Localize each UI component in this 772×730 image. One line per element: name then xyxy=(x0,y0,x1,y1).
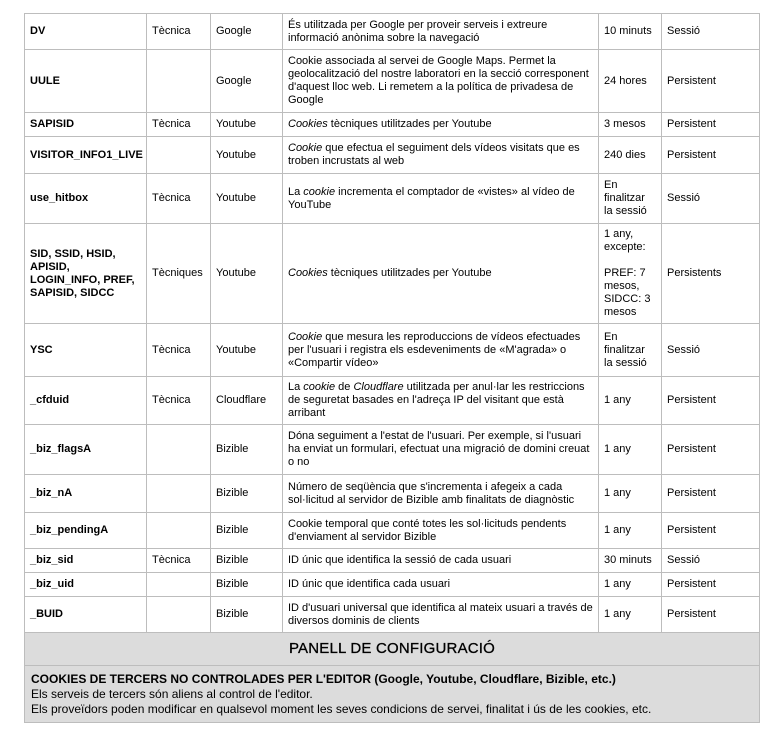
cookie-name-cell: UULE xyxy=(25,50,147,113)
cookie-type-cell: Tècnica xyxy=(147,113,211,137)
cookie-name-cell: SAPISID xyxy=(25,113,147,137)
cookie-type-cell: Tècnica xyxy=(147,377,211,425)
cookie-type-cell: Tècnica xyxy=(147,324,211,377)
cookie-duration-cell: 10 minuts xyxy=(599,14,662,50)
cookie-persistence-cell: Persistent xyxy=(662,597,760,633)
cookie-persistence-cell: Persistent xyxy=(662,377,760,425)
table-row xyxy=(25,425,760,475)
description-fragment: que mesura les reproduccions de vídeos efectuades per l'usuari i registra els esdeveniments de «M'agrada» o «Compartir vídeo» xyxy=(288,330,581,369)
cookie-description-cell xyxy=(283,174,599,224)
description-fragment: incrementa el comptador de «vistes» al vídeo de YouTube xyxy=(288,185,575,211)
cookie-duration-cell: 240 dies xyxy=(599,137,662,174)
description-fragment: Cookies xyxy=(288,118,328,130)
table-row xyxy=(25,377,760,425)
cookie-name-cell: _biz_pendingA xyxy=(25,513,147,549)
description-fragment: ID d'usuari universal que identifica al mateix usuari a través de diversos dominis de clients xyxy=(288,601,593,627)
description-fragment: cookie xyxy=(303,185,336,198)
third-party-cookies-heading: COOKIES DE TERCERS NO CONTROLADES PER L'EDITOR (Google, Youtube, Cloudflare, Bizible, etc.) xyxy=(31,672,616,686)
cookie-provider-cell: Bizible xyxy=(211,513,283,549)
description-fragment: que efectua el seguiment dels vídeos visitats que es troben incrustats al web xyxy=(288,142,580,167)
cookie-provider-cell: Bizible xyxy=(211,597,283,633)
cookie-provider-cell: Youtube xyxy=(211,137,283,174)
cookie-provider-cell: Cloudflare xyxy=(211,377,283,425)
cookie-provider-cell: Google xyxy=(211,14,283,50)
table-row xyxy=(25,573,760,597)
cookie-persistence-cell: Sessió xyxy=(662,174,760,224)
config-panel-title-text: PANELL DE CONFIGURACIÓ xyxy=(288,640,496,657)
cookie-duration-cell: 1 any xyxy=(599,513,662,549)
description-fragment: La xyxy=(288,185,304,198)
description-fragment: tècniques utilitzades per Youtube xyxy=(327,118,492,130)
cookie-name-cell: YSC xyxy=(25,324,147,377)
cookie-duration-cell: 1 any xyxy=(599,573,662,597)
cookie-description-cell xyxy=(283,549,599,573)
cookie-duration-cell: 24 hores xyxy=(599,50,662,113)
table-row xyxy=(25,513,760,549)
description-fragment: utilitzada per anul·lar les restriccions de seguretat basades en l'adreça IP del visitant que està arribant xyxy=(288,381,585,419)
description-fragment: cookie xyxy=(303,381,336,393)
cookie-duration-cell: 30 minuts xyxy=(599,549,662,573)
cookie-persistence-cell: Sessió xyxy=(662,324,760,377)
description-fragment: Cookie xyxy=(288,330,323,343)
cookie-type-cell xyxy=(147,50,211,113)
cookie-name-cell: VISITOR_INFO1_LIVE xyxy=(25,137,147,174)
cookie-duration-cell: 1 any xyxy=(599,597,662,633)
config-panel xyxy=(24,632,760,723)
table-row xyxy=(25,113,760,137)
description-fragment: Cookies xyxy=(288,267,328,279)
cookie-name-cell: SID, SSID, HSID, APISID, LOGIN_INFO, PREF, SAPISID, SIDCC xyxy=(25,224,147,324)
description-fragment: La xyxy=(288,381,304,393)
cookie-persistence-cell: Persistents xyxy=(662,224,760,324)
cookie-description-cell xyxy=(283,377,599,425)
cookie-type-cell xyxy=(147,513,211,549)
table-row xyxy=(25,137,760,174)
cookie-description-cell xyxy=(283,475,599,513)
cookie-type-cell: Tècnica xyxy=(147,174,211,224)
config-panel-line: Els proveïdors poden modificar en qualsevol moment les seves condicions de servei, finalitat i ús de les cookies, etc. xyxy=(31,702,652,716)
cookie-description-cell xyxy=(283,14,599,50)
cookie-description-cell xyxy=(283,573,599,597)
cookie-name-cell: _cfduid xyxy=(25,377,147,425)
cookie-name-cell: use_hitbox xyxy=(25,174,147,224)
cookie-duration-cell: 3 mesos xyxy=(599,113,662,137)
description-fragment: Cookie temporal que conté totes les sol·licituds pendents d'enviament al servidor Bizible xyxy=(288,517,567,543)
cookie-type-cell xyxy=(147,573,211,597)
cookie-duration-cell: En finalitzar la sessió xyxy=(599,174,662,224)
cookie-duration-cell: En finalitzar la sessió xyxy=(599,324,662,377)
cookie-persistence-cell: Persistent xyxy=(662,50,760,113)
description-fragment: Cookie xyxy=(288,142,323,154)
table-row xyxy=(25,14,760,50)
cookie-type-cell xyxy=(147,137,211,174)
description-fragment: Cloudflare xyxy=(353,381,404,393)
table-row xyxy=(25,549,760,573)
cookie-name-cell: DV xyxy=(25,14,147,50)
description-fragment: Número de seqüència que s'incrementa i afegeix a cada sol·licitud al servidor de Bizible amb finalitats de diagnòstic xyxy=(288,480,575,506)
cookie-persistence-cell: Persistent xyxy=(662,113,760,137)
cookie-provider-cell: Bizible xyxy=(211,425,283,475)
description-fragment: ID únic que identifica la sessió de cada usuari xyxy=(288,554,512,566)
cookie-persistence-cell: Persistent xyxy=(662,513,760,549)
cookie-persistence-cell: Persistent xyxy=(662,573,760,597)
cookie-type-cell: Tècnica xyxy=(147,549,211,573)
cookie-name-cell: _biz_nA xyxy=(25,475,147,513)
cookie-name-cell: _biz_flagsA xyxy=(25,425,147,475)
cookie-duration-cell: 1 any xyxy=(599,425,662,475)
cookie-description-cell xyxy=(283,50,599,113)
cookie-description-cell xyxy=(283,324,599,377)
cookie-type-cell: Tècniques xyxy=(147,224,211,324)
cookie-duration-cell: 1 any, excepte: PREF: 7 mesos, SIDCC: 3 mesos xyxy=(599,224,662,324)
cookie-description-cell xyxy=(283,224,599,324)
table-row xyxy=(25,324,760,377)
config-panel-title xyxy=(25,633,759,666)
cookie-type-cell: Tècnica xyxy=(147,14,211,50)
cookie-provider-cell: Bizible xyxy=(211,475,283,513)
table-row xyxy=(25,50,760,113)
cookies-table-body xyxy=(25,14,760,633)
cookie-description-cell xyxy=(283,137,599,174)
cookie-provider-cell: Bizible xyxy=(211,549,283,573)
cookies-table xyxy=(24,13,760,633)
cookie-provider-cell: Youtube xyxy=(211,174,283,224)
description-fragment: Dóna seguiment a l'estat de l'usuari. Per exemple, si l'usuari ha enviat un formulari, efectuat una migració de domini creuat o no xyxy=(288,430,590,468)
table-row xyxy=(25,475,760,513)
table-row xyxy=(25,597,760,633)
cookie-type-cell xyxy=(147,425,211,475)
cookie-description-cell xyxy=(283,513,599,549)
config-panel-line: Els serveis de tercers són aliens al control de l'editor. xyxy=(31,687,313,701)
cookie-type-cell xyxy=(147,475,211,513)
description-fragment: ID únic que identifica cada usuari xyxy=(288,578,451,590)
description-fragment: tècniques utilitzades per Youtube xyxy=(327,267,492,279)
cookie-description-cell xyxy=(283,597,599,633)
description-fragment: Cookie associada al servei de Google Maps. Permet la geolocalització del nostre laboratori en la secció corresponent d'aquest lloc web. Li remetem a la política de privadesa de Google xyxy=(288,55,589,106)
config-panel-body xyxy=(25,666,759,722)
cookie-description-cell xyxy=(283,425,599,475)
description-fragment: És utilitzada per Google per proveir serveis i extreure informació anònima sobre la navegació xyxy=(288,18,548,44)
cookie-provider-cell: Youtube xyxy=(211,324,283,377)
cookie-name-cell: _biz_sid xyxy=(25,549,147,573)
cookie-persistence-cell: Sessió xyxy=(662,549,760,573)
cookie-provider-cell: Youtube xyxy=(211,113,283,137)
description-fragment: de xyxy=(335,381,354,393)
table-row xyxy=(25,174,760,224)
cookie-description-cell xyxy=(283,113,599,137)
cookie-duration-cell: 1 any xyxy=(599,475,662,513)
cookie-type-cell xyxy=(147,597,211,633)
cookie-persistence-cell: Persistent xyxy=(662,137,760,174)
table-row xyxy=(25,224,760,324)
cookie-persistence-cell: Sessió xyxy=(662,14,760,50)
cookie-provider-cell: Youtube xyxy=(211,224,283,324)
cookie-provider-cell: Google xyxy=(211,50,283,113)
cookie-duration-cell: 1 any xyxy=(599,377,662,425)
cookie-persistence-cell: Persistent xyxy=(662,425,760,475)
cookie-provider-cell: Bizible xyxy=(211,573,283,597)
cookie-name-cell: _BUID xyxy=(25,597,147,633)
cookie-persistence-cell: Persistent xyxy=(662,475,760,513)
cookie-name-cell: _biz_uid xyxy=(25,573,147,597)
